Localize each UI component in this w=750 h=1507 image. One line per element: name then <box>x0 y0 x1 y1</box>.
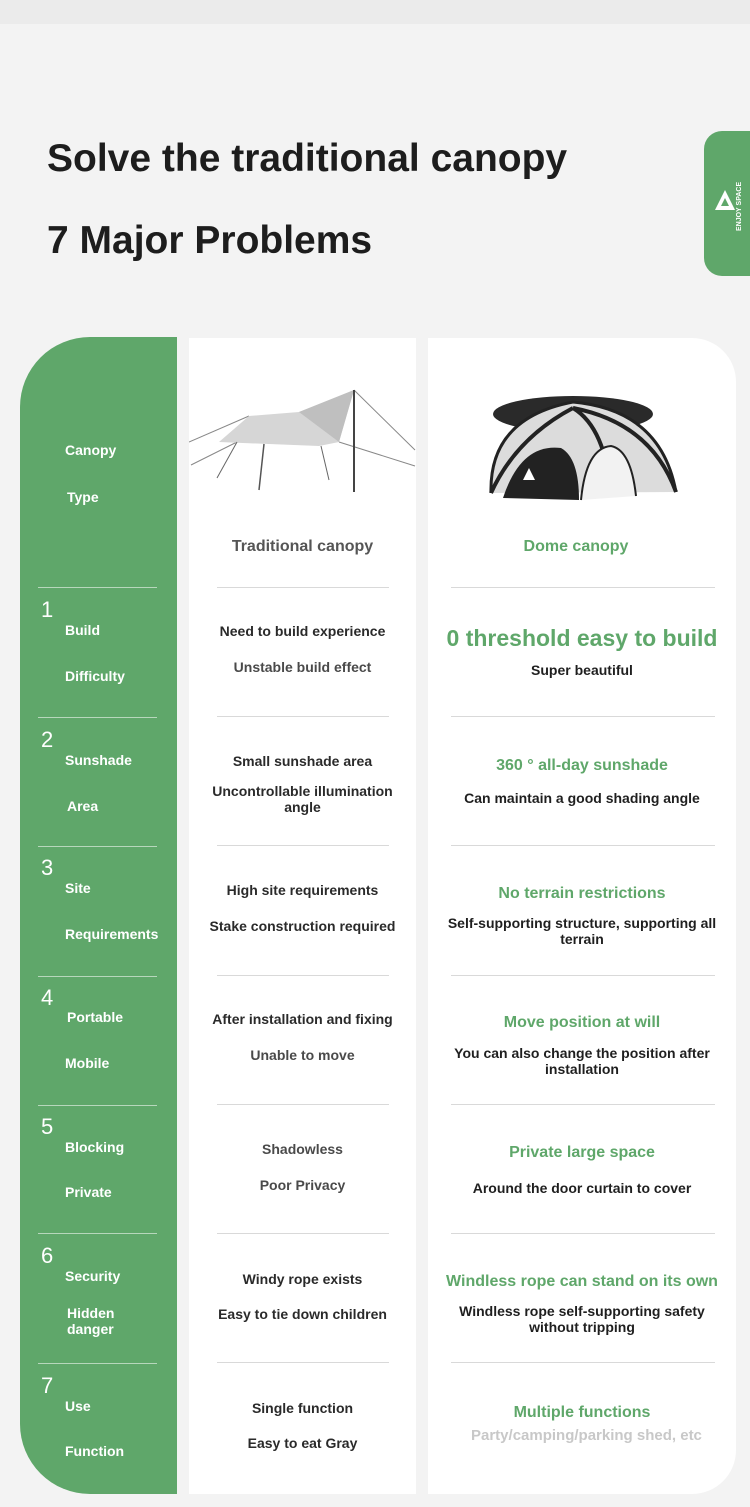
divider <box>451 1233 715 1234</box>
traditional-point: High site requirements <box>226 882 379 898</box>
row-label: Hidden danger <box>67 1305 115 1337</box>
divider <box>217 716 389 717</box>
row-label: Area <box>67 798 99 814</box>
header-label-type: Type <box>67 489 99 505</box>
divider <box>451 716 715 717</box>
dome-point-title: Windless rope can stand on its own <box>446 1273 718 1290</box>
traditional-point: After installation and fixing <box>212 1011 393 1027</box>
row-number: 7 <box>41 1373 54 1398</box>
dome-point-desc: Can maintain a good shading angle <box>464 790 700 806</box>
dome-point-desc: Super beautiful <box>531 662 633 678</box>
row-label: Requirements <box>65 926 159 942</box>
divider <box>451 1104 715 1105</box>
traditional-point: Need to build experience <box>219 623 386 639</box>
dome-point-title: Private large space <box>509 1144 655 1161</box>
divider <box>38 1363 157 1364</box>
traditional-canopy-image <box>189 380 416 500</box>
row-label: Portable <box>67 1009 124 1025</box>
row-label: Site <box>65 880 91 896</box>
dome-point-desc: Self-supporting structure, supporting all terrain <box>447 915 717 947</box>
traditional-point: Easy to tie down children <box>218 1306 387 1322</box>
dome-point-title: Multiple functions <box>513 1404 651 1421</box>
divider <box>217 1233 389 1234</box>
row-number: 6 <box>41 1243 54 1268</box>
divider <box>217 1362 389 1363</box>
divider <box>217 975 389 976</box>
row-label: Mobile <box>65 1055 110 1071</box>
top-band <box>0 0 750 24</box>
dome-point-desc: Party/camping/parking shed, etc <box>471 1427 702 1444</box>
page-title-line-1: Solve the traditional canopy <box>47 137 568 180</box>
row-number: 2 <box>41 727 54 752</box>
traditional-point: Unstable build effect <box>233 659 372 675</box>
traditional-point: Single function <box>251 1400 354 1416</box>
dome-canopy-image <box>461 388 685 503</box>
dome-canopy-label: Dome canopy <box>523 538 629 555</box>
row-label: Function <box>65 1443 125 1459</box>
brand-logo-text: ENJOY SPACE <box>736 181 743 231</box>
divider <box>217 1104 389 1105</box>
dome-point-title: No terrain restrictions <box>498 885 666 902</box>
divider <box>451 1362 715 1363</box>
dome-point-title: 0 threshold easy to build <box>446 625 718 651</box>
row-label: Private <box>65 1184 112 1200</box>
traditional-point: Uncontrollable illumination angle <box>212 783 393 815</box>
traditional-point: Stake construction required <box>209 918 396 934</box>
traditional-point: Windy rope exists <box>242 1271 363 1287</box>
dome-point-title: 360 ° all-day sunshade <box>496 757 668 774</box>
row-number: 1 <box>41 597 54 622</box>
mountain-logo-icon <box>714 189 736 211</box>
row-number: 5 <box>41 1114 54 1139</box>
traditional-canopy-label: Traditional canopy <box>231 538 374 555</box>
divider <box>451 587 715 588</box>
divider <box>38 1105 157 1106</box>
divider <box>451 845 715 846</box>
dome-point-desc: Around the door curtain to cover <box>472 1180 692 1196</box>
traditional-point: Small sunshade area <box>232 753 373 769</box>
traditional-point: Shadowless <box>262 1141 343 1157</box>
traditional-point: Easy to eat Gray <box>247 1435 358 1451</box>
dome-point-desc: Windless rope self-supporting safety without tripping <box>459 1303 705 1335</box>
row-label: Blocking <box>65 1139 125 1155</box>
row-number: 3 <box>41 855 54 880</box>
divider <box>38 587 157 588</box>
divider <box>217 587 389 588</box>
row-label: Build <box>65 622 100 638</box>
traditional-point: Poor Privacy <box>259 1177 346 1193</box>
divider <box>38 717 157 718</box>
dome-point-desc: You can also change the position after installation <box>454 1045 710 1077</box>
dome-point-title: Move position at will <box>503 1014 661 1031</box>
divider <box>38 846 157 847</box>
row-label: Security <box>65 1268 121 1284</box>
header-label-canopy: Canopy <box>65 442 117 458</box>
row-label: Difficulty <box>65 668 125 684</box>
divider <box>451 975 715 976</box>
divider <box>38 1233 157 1234</box>
brand-tab <box>704 131 750 276</box>
divider <box>38 976 157 977</box>
row-label: Sunshade <box>65 752 132 768</box>
row-number: 4 <box>41 985 54 1010</box>
page-title-line-2: 7 Major Problems <box>47 219 373 262</box>
traditional-point: Unable to move <box>250 1047 355 1063</box>
divider <box>217 845 389 846</box>
row-label: Use <box>65 1398 91 1414</box>
